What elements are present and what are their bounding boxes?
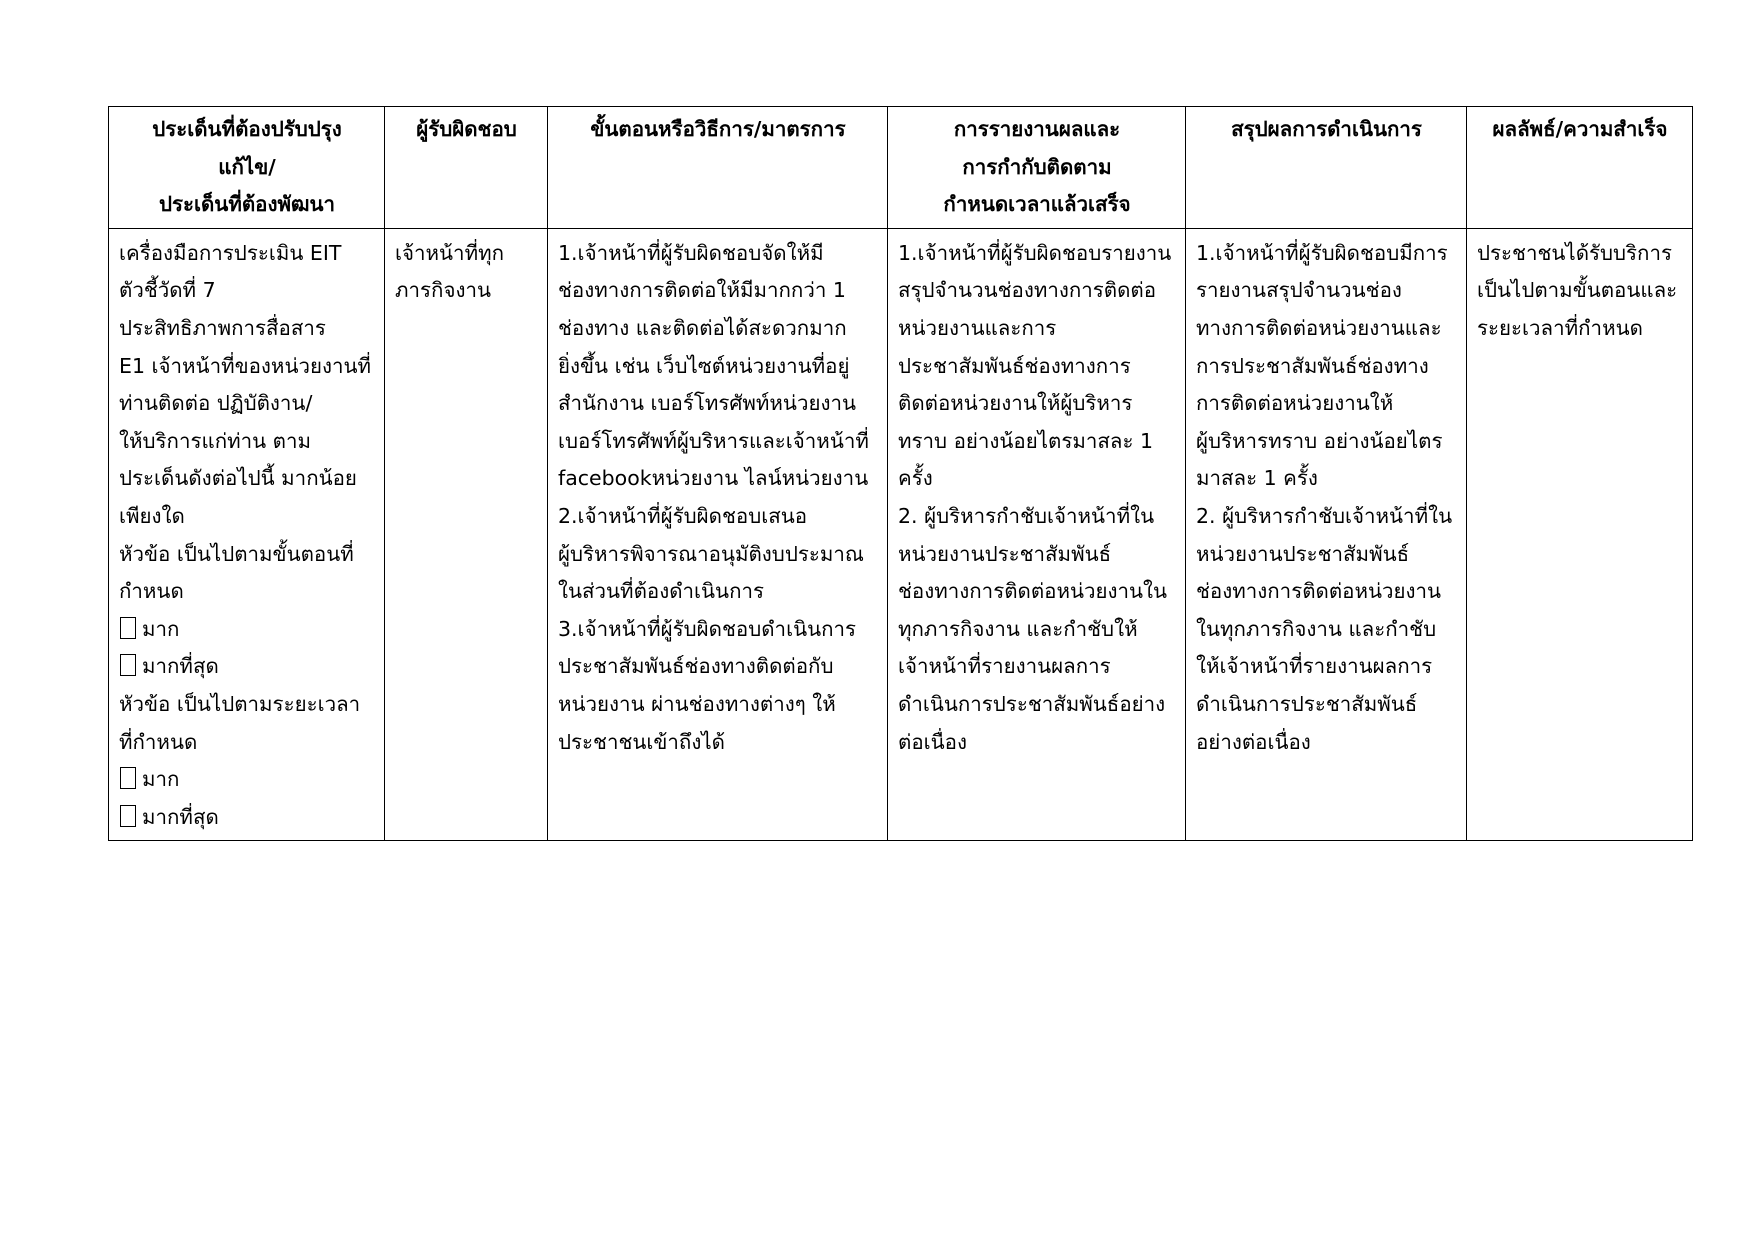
checkbox-icon[interactable] bbox=[120, 617, 136, 639]
issue-line: ประสิทธิภาพการสื่อสาร bbox=[119, 315, 326, 340]
issue-line: เครื่องมือการประเมิน EIT bbox=[119, 240, 342, 265]
reporting-line: เจ้าหน้าที่รายงานผลการ bbox=[898, 654, 1111, 679]
header-responsible bbox=[385, 107, 548, 229]
header-summary-line: สรุปผลการดำเนินการ bbox=[1231, 117, 1422, 141]
step-line: 1.เจ้าหน้าที่ผู้รับผิดชอบจัดให้มี bbox=[558, 240, 824, 265]
summary-line: ช่องทางการติดต่อหน่วยงาน bbox=[1196, 579, 1442, 604]
summary-line: รายงานสรุปจำนวนช่อง bbox=[1196, 278, 1402, 303]
responsible-line: เจ้าหน้าที่ทุก bbox=[395, 240, 505, 265]
summary-line: ในทุกภารกิจงาน และกำชับ bbox=[1196, 616, 1437, 641]
issue-line: หัวข้อ เป็นไปตามระยะเวลา bbox=[119, 691, 361, 716]
responsible-line: ภารกิจงาน bbox=[395, 278, 491, 303]
step-line: ช่องทาง และติดต่อได้สะดวกมาก bbox=[558, 315, 847, 340]
rating-option[interactable] bbox=[119, 761, 375, 799]
step-line: ช่องทางการติดต่อให้มีมากกว่า 1 bbox=[558, 278, 846, 303]
header-reporting-line: การกำกับติดตาม bbox=[962, 154, 1112, 179]
summary-line: 1.เจ้าหน้าที่ผู้รับผิดชอบมีการ bbox=[1196, 240, 1448, 265]
header-reporting-line: การรายงานผลและ bbox=[953, 117, 1121, 141]
table-row bbox=[109, 228, 1693, 841]
header-issue-line: แก้ไข/ bbox=[218, 154, 276, 179]
checkbox-icon[interactable] bbox=[120, 805, 136, 827]
summary-line: ให้เจ้าหน้าที่รายงานผลการ bbox=[1196, 654, 1433, 679]
header-steps bbox=[548, 107, 888, 229]
rating-option[interactable] bbox=[119, 611, 375, 649]
summary-line: หน่วยงานประชาสัมพันธ์ bbox=[1196, 541, 1410, 566]
issue-line: เพียงใด bbox=[119, 503, 185, 528]
header-outcome bbox=[1467, 107, 1693, 229]
reporting-line: 1.เจ้าหน้าที่ผู้รับผิดชอบรายงาน bbox=[898, 240, 1172, 265]
step-line: ประชาสัมพันธ์ช่องทางติดต่อกับ bbox=[558, 654, 834, 679]
rating-option-label: มาก bbox=[142, 767, 180, 792]
rating-option[interactable] bbox=[119, 648, 375, 686]
issue-line: ประเด็นดังต่อไปนี้ มากน้อย bbox=[119, 466, 357, 491]
cell-steps bbox=[548, 228, 888, 841]
header-responsible-line: ผู้รับผิดชอบ bbox=[416, 117, 517, 141]
reporting-line: 2. ผู้บริหารกำชับเจ้าหน้าที่ใน bbox=[898, 503, 1155, 528]
step-line: หน่วยงาน ผ่านช่องทางต่างๆ ให้ bbox=[558, 691, 836, 716]
issue-line: กำหนด bbox=[119, 579, 184, 604]
summary-line: 2. ผู้บริหารกำชับเจ้าหน้าที่ใน bbox=[1196, 503, 1453, 528]
reporting-line: ต่อเนื่อง bbox=[898, 729, 967, 754]
header-reporting bbox=[888, 107, 1186, 229]
cell-responsible bbox=[385, 228, 548, 841]
outcome-line: ระยะเวลาที่กำหนด bbox=[1477, 315, 1643, 340]
cell-summary bbox=[1186, 228, 1467, 841]
improvement-plan-table bbox=[108, 106, 1693, 841]
summary-line: ทางการติดต่อหน่วยงานและ bbox=[1196, 315, 1442, 340]
issue-line: ให้บริการแก่ท่าน ตาม bbox=[119, 428, 311, 453]
header-reporting-line: กำหนดเวลาแล้วเสร็จ bbox=[943, 192, 1131, 217]
summary-line: การติดต่อหน่วยงานให้ bbox=[1196, 391, 1394, 416]
step-line: ในส่วนที่ต้องดำเนินการ bbox=[558, 579, 765, 604]
reporting-line: หน่วยงานประชาสัมพันธ์ bbox=[898, 541, 1112, 566]
checkbox-icon[interactable] bbox=[120, 767, 136, 789]
rating-option[interactable] bbox=[119, 799, 375, 837]
cell-issue bbox=[109, 228, 385, 841]
issue-line: E1 เจ้าหน้าที่ของหน่วยงานที่ bbox=[119, 353, 372, 378]
reporting-line: ครั้ง bbox=[898, 466, 933, 491]
reporting-line: ประชาสัมพันธ์ช่องทางการ bbox=[898, 353, 1131, 378]
step-line: ผู้บริหารพิจารณาอนุมัติงบประมาณ bbox=[558, 541, 864, 566]
header-steps-line: ขั้นตอนหรือวิธีการ/มาตรการ bbox=[590, 117, 846, 141]
summary-line: การประชาสัมพันธ์ช่องทาง bbox=[1196, 353, 1429, 378]
header-issue-line: ประเด็นที่ต้องปรับปรุง bbox=[152, 117, 342, 141]
reporting-line: ติดต่อหน่วยงานให้ผู้บริหาร bbox=[898, 391, 1133, 416]
summary-line: อย่างต่อเนื่อง bbox=[1196, 729, 1311, 754]
header-issue bbox=[109, 107, 385, 229]
step-line: ประชาชนเข้าถึงได้ bbox=[558, 729, 725, 754]
rating-option-label: มากที่สุด bbox=[142, 804, 219, 829]
issue-line: ที่กำหนด bbox=[119, 729, 198, 754]
reporting-line: ทุกภารกิจงาน และกำชับให้ bbox=[898, 616, 1138, 641]
rating-option-label: มากที่สุด bbox=[142, 654, 219, 679]
header-issue-line: ประเด็นที่ต้องพัฒนา bbox=[158, 192, 336, 217]
step-line: สำนักงาน เบอร์โทรศัพท์หน่วยงาน bbox=[558, 391, 857, 416]
reporting-line: สรุปจำนวนช่องทางการติดต่อ bbox=[898, 278, 1157, 303]
issue-line: ท่านติดต่อ ปฏิบัติงาน/ bbox=[119, 391, 313, 416]
issue-line: ตัวชี้วัดที่ 7 bbox=[119, 278, 216, 303]
step-line: ยิ่งขึ้น เช่น เว็บไซต์หน่วยงานที่อยู่ bbox=[558, 353, 850, 378]
summary-line: มาสละ 1 ครั้ง bbox=[1196, 466, 1318, 491]
step-line: 3.เจ้าหน้าที่ผู้รับผิดชอบดำเนินการ bbox=[558, 616, 857, 641]
reporting-line: ทราบ อย่างน้อยไตรมาสละ 1 bbox=[898, 428, 1154, 453]
step-line: เบอร์โทรศัพท์ผู้บริหารและเจ้าหน้าที่ bbox=[558, 428, 869, 453]
summary-line: ผู้บริหารทราบ อย่างน้อยไตร bbox=[1196, 428, 1443, 453]
cell-outcome bbox=[1467, 228, 1693, 841]
issue-line: หัวข้อ เป็นไปตามขั้นตอนที่ bbox=[119, 541, 354, 566]
rating-option-label: มาก bbox=[142, 616, 180, 641]
reporting-line: ช่องทางการติดต่อหน่วยงานใน bbox=[898, 579, 1168, 604]
header-summary bbox=[1186, 107, 1467, 229]
cell-reporting bbox=[888, 228, 1186, 841]
header-row bbox=[109, 107, 1693, 229]
reporting-line: ดำเนินการประชาสัมพันธ์อย่าง bbox=[898, 691, 1166, 716]
header-outcome-line: ผลลัพธ์/ความสำเร็จ bbox=[1492, 117, 1668, 141]
step-line: 2.เจ้าหน้าที่ผู้รับผิดชอบเสนอ bbox=[558, 503, 808, 528]
outcome-line: เป็นไปตามขั้นตอนและ bbox=[1477, 278, 1678, 303]
summary-line: ดำเนินการประชาสัมพันธ์ bbox=[1196, 691, 1418, 716]
outcome-line: ประชาชนได้รับบริการ bbox=[1477, 240, 1672, 265]
step-line: facebookหน่วยงาน ไลน์หน่วยงาน bbox=[558, 466, 869, 491]
checkbox-icon[interactable] bbox=[120, 654, 136, 676]
reporting-line: หน่วยงานและการ bbox=[898, 315, 1057, 340]
